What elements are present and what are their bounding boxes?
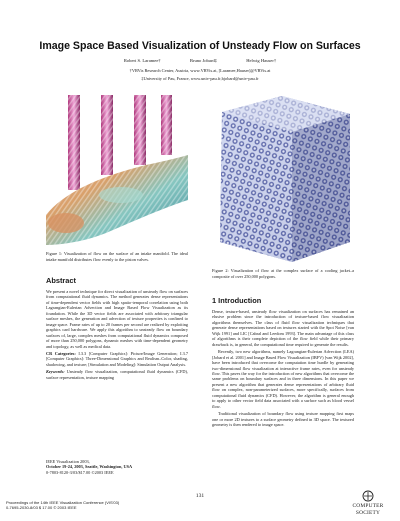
computer-society-logo [348, 490, 388, 516]
logo-line-2: SOCIETY [355, 510, 381, 516]
keywords-label: Keywords: [46, 369, 65, 375]
page-number: 131 [195, 493, 205, 499]
proceedings-footer [6, 500, 119, 510]
intro-paragraph-2: Recently, two new algorithms, namely Lagrangian-Eulerian Advection (LEA) [Jobard et al. 2001] and Image Based Flow Visualization (IBFV) [van Wijk 2002], have been introduced that overcome the computation time hurdle by generating two-dimensional flow visualization at interactive frame rates, even for unsteady flow. This paves the way for the introduction of new algorithms that overcome the same problems on boundary surfaces and in three dimensions. In this paper we present a new algorithm that generates dense representations of arbitrary fluid flow on complex, non-parameterized surfaces, more specifically, surfaces from computational fluid dynamics (CFD). However, the algorithm is general enough to apply to other vector field data associated with a surface such as blood vessel flow. [212, 349, 354, 409]
figure-2-caption: Figure 2: Visualization of flow at the complex surface of a cooling jacket–a composite of over 250,000 polygons. [212, 268, 354, 279]
cr-label: CR Categories: [46, 350, 76, 356]
affiliation-1: †VRVis Research Center, Austria, www.VRVis.at, [Laramee,Hauser]@VRVis.at [129, 68, 271, 73]
abstract-text: We present a novel technique for direct visualization of unsteady flow on surfaces from computational fluid dynamics. The method generates dense representations of time-dependent vector fields with high spatio-temporal correlation using both Lagrangian-Eulerian Advection and Image Based Flow Visualization as its foundation. While the 3D vector fields are associated with arbitrary triangular surface meshes, the generation and advection of texture properties is confined to image space. Frame rates of up to 20 frames per second are realized by exploiting graphics card hardware. We apply this algorithm to unsteady flow on boundary surfaces of, large, complex meshes from computational fluid dynamics composed of more than 250,000 polygons, dynamic meshes with time-dependent geometry and topology, as well as medical data. [46, 289, 188, 349]
keywords-text: Unsteady flow visualization, computational fluid dynamics (CFD), surface representation, texture mapping [46, 369, 189, 380]
cr-text: I.3.3 [Computer Graphics]: Picture/Image Generation; I.3.7 [Computer Graphics]: Three-Dimensional Graphics and Realism–Color, shading, shadowing, and texture; [Simulation and Modeling]: Simulation Output Analysis. [46, 350, 188, 367]
intro-paragraph-3: Traditional visualization of boundary flow using texture mapping first maps one or more 2D textures to a surface geometry defined in 3D space. The textured geometry is then rendered to image space. [212, 411, 354, 428]
figure-1-image [46, 95, 188, 245]
paper-title: Image Space Based Visualization of Unsteady Flow on Surfaces [39, 40, 361, 52]
author-2: Bruno Jobard‡ [189, 58, 218, 63]
conference-line-3: 0-7803-8120-3/03/$17.00 ©2003 IEEE [46, 469, 114, 475]
cr-categories [46, 351, 188, 367]
logo-line-1: COMPUTER [352, 503, 384, 509]
conference-line-1: IEEE Visualization 2003, [46, 459, 90, 464]
abstract-heading: Abstract [46, 276, 76, 285]
introduction-heading: 1 Introduction [212, 296, 262, 305]
figure-1-caption: Figure 1: Visualization of flow on the surface of an intake manifold. The ideal intake manifold distributes flow evenly to the piston valves. [46, 251, 188, 262]
intro-paragraph-1: Dense, texture-based, unsteady flow visualization on surfaces has remained an elusive problem since the introduction of texture-based flow visualization algorithms themselves. The class of fluid flow visualization techniques that generate dense representations based on textures started with the Spot Noise [van Wijk 1991] and LIC [Cabral and Leedom 1993]. The main advantage of this class of algorithms is their complete depiction of the flow field while their primary drawback is, in general, the computational time required to generate the results. [212, 309, 354, 347]
proceedings-line: Proceedings of the 14th IEEE Visualization Conference (VIS'03) [6, 500, 120, 505]
author-1: Robert S. Laramee† [123, 58, 161, 63]
author-list [0, 58, 400, 63]
figure-2-image [212, 92, 354, 264]
author-3: Helwig Hauser† [246, 58, 277, 63]
introduction-body [212, 309, 354, 430]
affiliation-2: ‡University of Pau, France, www.univ-pau.fr,bjobard@univ-pau.fr [141, 76, 259, 81]
abstract-body [46, 289, 188, 382]
conference-info [46, 459, 132, 475]
conference-line-2: October 19-24, 2003, Seattle, Washington, USA [46, 464, 133, 470]
isbn-line: 0-7695-2030-8/03 $ 17.00 © 2003 IEEE [6, 505, 77, 510]
keywords [46, 369, 188, 380]
